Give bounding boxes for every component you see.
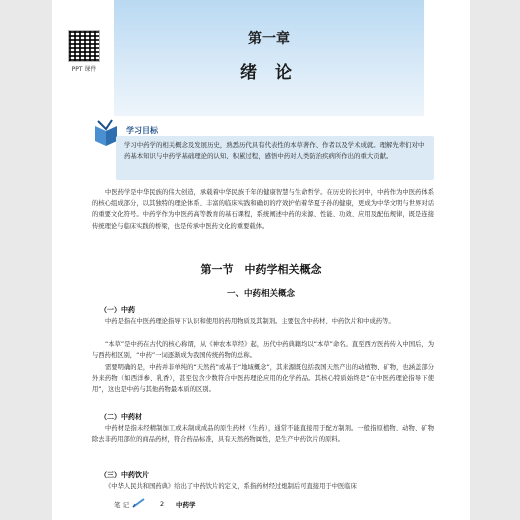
chapter-title: 绪 论	[240, 63, 298, 83]
pen-icon	[132, 498, 146, 508]
intro-paragraph: 中医药学是中华民族的伟大创造，承载着中华民族千年的健康智慧与生命哲学。在历史的长河中，中药作为中医药体系的核心组成部分，以其独特的理论体系、丰富的临床实践和确切的疗效护佑着华夏子孙的健康，更成为中华文明与世界对话的重要文化符号。中药学作为中医药高等教育的基石课程，系统阐述中药的来源、性能、功效、应用及配伍规律，既是连接传统理论与临床实践的桥梁，也是传承中医药文化的重要载体。	[92, 189, 434, 230]
heading-zhongyao: （一）中药	[100, 306, 135, 314]
page-number: 2	[160, 500, 165, 508]
book-page	[52, 0, 470, 520]
paragraph: 中药材是指未经精制加工或未制成成品的原生药材（生药），通常不能直接用于配方制剂。一般指原植物、动物、矿物除去非药用部位的商品药材，符合药品标准，具有天然药物属性，是生产中药饮片的原料。	[92, 425, 434, 444]
heading-zhongyaocai: （二）中药材	[100, 413, 142, 421]
paragraph: 《中华人民共和国药典》给出了中药饮片的定义，系指药材经过炮制后可直接用于中医临床	[105, 483, 357, 490]
notes-label: 笔 记	[114, 501, 130, 509]
learning-goal-title: 学习目标	[126, 126, 158, 135]
paragraph: 需要明确的是，中药并非单纯的“天然药”或基于“地域概念”，其来源既包括我国天然产出的动植物、矿物，也涵盖部分外来药物（如西洋参、乳香），甚至包含少数符合中医药理论应用的化学药品。其核心特质始终是“在中医药理论指导下使用”，这也是中药与其他药物最本质的区别。	[92, 364, 434, 394]
paragraph: “本草”是中药在古代的核心称谓，从《神农本草经》起，历代中药典籍均以“本草”命名。直至西方医药传入中国后，为与西药相区别，“中药”一词逐渐成为我国传统药物的总称。	[92, 341, 434, 360]
qr-label: PPT 课件	[71, 66, 97, 73]
paragraph: 中药是指在中医药理论指导下认识和使用的药用物质及其制剂。主要包含中药材、中药饮片和中成药等。	[105, 318, 395, 325]
heading-yinpian: （三）中药饮片	[100, 471, 149, 479]
learning-goal-text: 学习中药学的相关概念及发展历史，熟悉历代具有代表性的本草著作、作者以及学术成就。理解先辈们对中药基本知识与中药学基础理论的认知、积累过程，感悟中药对人类防治疾病所作出的重大贡献。	[124, 141, 425, 160]
book-title: 中药学	[176, 501, 196, 509]
subsection-title: 一、中药相关概念	[226, 289, 295, 299]
chapter-header	[114, 0, 424, 116]
section-title: 第一节 中药学相关概念	[200, 263, 322, 276]
chapter-number: 第一章	[248, 31, 290, 47]
learning-goal-box	[116, 136, 434, 180]
qr-code[interactable]	[68, 30, 100, 62]
